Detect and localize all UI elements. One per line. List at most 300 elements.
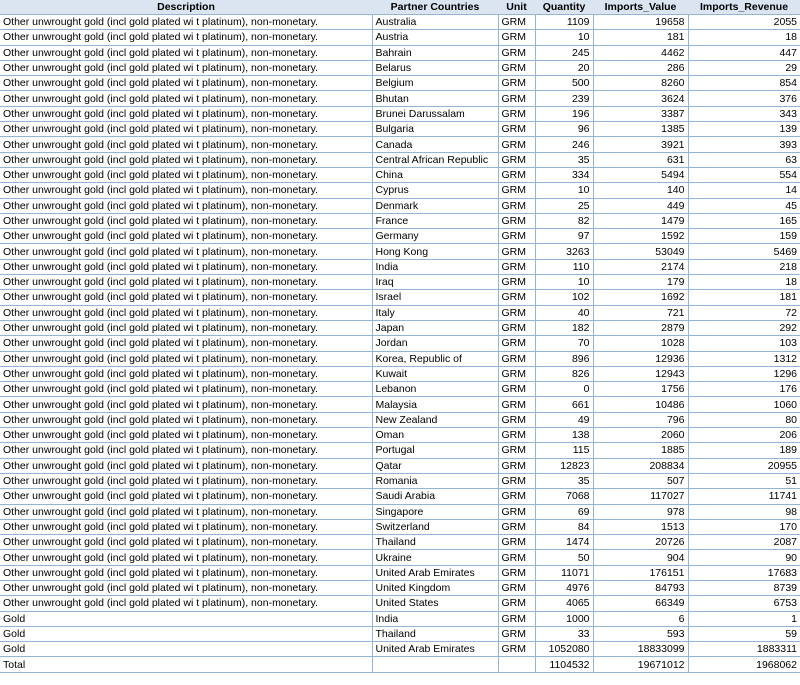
- table-row: [0, 320, 800, 335]
- table-row: [0, 76, 800, 91]
- table-row: [0, 611, 800, 626]
- table-row: [0, 229, 800, 244]
- cell-partner-country[interactable]: China: [372, 167, 498, 182]
- cell-imports-value[interactable]: 3921: [593, 137, 688, 152]
- cell-partner-country[interactable]: Portugal: [372, 443, 498, 458]
- column-header-imports-revenue[interactable]: Imports_Revenue: [688, 0, 800, 15]
- cell-imports-revenue[interactable]: 447: [688, 45, 800, 60]
- cell-imports-revenue[interactable]: 181: [688, 290, 800, 305]
- cell-imports-value[interactable]: 66349: [593, 596, 688, 611]
- cell-imports-revenue[interactable]: 189: [688, 443, 800, 458]
- table-row: [0, 259, 800, 274]
- cell-description[interactable]: Other unwrought gold (incl gold plated wi t platinum), non-monetary.: [0, 30, 372, 45]
- cell-partner-country[interactable]: Kuwait: [372, 366, 498, 381]
- cell-partner-country[interactable]: India: [372, 611, 498, 626]
- cell-quantity[interactable]: 25: [535, 198, 593, 213]
- cell-unit[interactable]: GRM: [498, 137, 535, 152]
- cell-unit[interactable]: GRM: [498, 596, 535, 611]
- cell-description[interactable]: Other unwrought gold (incl gold plated wi t platinum), non-monetary.: [0, 596, 372, 611]
- cell-imports-value[interactable]: 1885: [593, 443, 688, 458]
- cell-description[interactable]: Other unwrought gold (incl gold plated wi t platinum), non-monetary.: [0, 15, 372, 30]
- cell-partner-country[interactable]: Hong Kong: [372, 244, 498, 259]
- cell-description[interactable]: Other unwrought gold (incl gold plated wi t platinum), non-monetary.: [0, 305, 372, 320]
- cell-partner-country[interactable]: Iraq: [372, 275, 498, 290]
- cell-partner-country[interactable]: Jordan: [372, 336, 498, 351]
- cell-quantity[interactable]: 661: [535, 397, 593, 412]
- cell-partner-country[interactable]: Bulgaria: [372, 122, 498, 137]
- cell-imports-revenue[interactable]: 376: [688, 91, 800, 106]
- cell-imports-revenue[interactable]: 63: [688, 152, 800, 167]
- cell-partner-country[interactable]: Romania: [372, 473, 498, 488]
- cell-quantity[interactable]: 1000: [535, 611, 593, 626]
- cell-partner-country[interactable]: United States: [372, 596, 498, 611]
- cell-unit[interactable]: GRM: [498, 91, 535, 106]
- table-row: [0, 45, 800, 60]
- cell-imports-revenue[interactable]: 45: [688, 198, 800, 213]
- cell-description[interactable]: Other unwrought gold (incl gold plated wi t platinum), non-monetary.: [0, 565, 372, 580]
- cell-quantity[interactable]: 239: [535, 91, 593, 106]
- cell-imports-revenue[interactable]: 29: [688, 60, 800, 75]
- cell-quantity[interactable]: 334: [535, 167, 593, 182]
- cell-quantity[interactable]: 82: [535, 213, 593, 228]
- cell-partner-country[interactable]: France: [372, 213, 498, 228]
- cell-unit[interactable]: GRM: [498, 30, 535, 45]
- cell-partner-country[interactable]: Germany: [372, 229, 498, 244]
- cell-quantity[interactable]: 1109: [535, 15, 593, 30]
- cell-quantity[interactable]: 33: [535, 626, 593, 641]
- cell-description[interactable]: Other unwrought gold (incl gold plated wi t platinum), non-monetary.: [0, 428, 372, 443]
- table-row: [0, 213, 800, 228]
- cell-unit[interactable]: GRM: [498, 519, 535, 534]
- cell-unit[interactable]: GRM: [498, 565, 535, 580]
- cell-quantity[interactable]: 4976: [535, 580, 593, 595]
- cell-quantity[interactable]: 7068: [535, 489, 593, 504]
- cell-partner-country[interactable]: Central African Republic: [372, 152, 498, 167]
- cell-imports-value[interactable]: 19658: [593, 15, 688, 30]
- cell-description[interactable]: Other unwrought gold (incl gold plated wi t platinum), non-monetary.: [0, 167, 372, 182]
- table-row: [0, 122, 800, 137]
- table-row: [0, 137, 800, 152]
- cell-imports-value[interactable]: 181: [593, 30, 688, 45]
- cell-description[interactable]: Other unwrought gold (incl gold plated wi t platinum), non-monetary.: [0, 535, 372, 550]
- cell-unit[interactable]: GRM: [498, 504, 535, 519]
- cell-unit[interactable]: GRM: [498, 412, 535, 427]
- table-row: [0, 596, 800, 611]
- cell-unit[interactable]: GRM: [498, 428, 535, 443]
- cell-partner-country[interactable]: Korea, Republic of: [372, 351, 498, 366]
- cell-imports-revenue[interactable]: 139: [688, 122, 800, 137]
- cell-description[interactable]: Other unwrought gold (incl gold plated wi t platinum), non-monetary.: [0, 122, 372, 137]
- column-header-unit[interactable]: Unit: [498, 0, 535, 15]
- cell-imports-revenue[interactable]: 11741: [688, 489, 800, 504]
- cell-imports-value[interactable]: 978: [593, 504, 688, 519]
- table-row: [0, 15, 800, 30]
- cell-quantity[interactable]: 115: [535, 443, 593, 458]
- cell-imports-revenue[interactable]: 1296: [688, 366, 800, 381]
- cell-unit[interactable]: GRM: [498, 60, 535, 75]
- cell-partner-country[interactable]: Belarus: [372, 60, 498, 75]
- cell-description[interactable]: Gold: [0, 626, 372, 641]
- cell-partner-country[interactable]: Belgium: [372, 76, 498, 91]
- cell-quantity[interactable]: 138: [535, 428, 593, 443]
- cell-description[interactable]: Other unwrought gold (incl gold plated wi t platinum), non-monetary.: [0, 412, 372, 427]
- table-row: [0, 519, 800, 534]
- table-row: [0, 473, 800, 488]
- cell-imports-value[interactable]: 12936: [593, 351, 688, 366]
- cell-imports-value[interactable]: 1692: [593, 290, 688, 305]
- cell-partner-country[interactable]: Oman: [372, 428, 498, 443]
- cell-imports-revenue[interactable]: 206: [688, 428, 800, 443]
- table-row: [0, 397, 800, 412]
- cell-unit[interactable]: GRM: [498, 305, 535, 320]
- cell-partner-country[interactable]: Saudi Arabia: [372, 489, 498, 504]
- cell-partner-country[interactable]: Singapore: [372, 504, 498, 519]
- cell-imports-revenue[interactable]: 18: [688, 30, 800, 45]
- cell-partner-country[interactable]: Bhutan: [372, 91, 498, 106]
- cell-imports-value[interactable]: 1592: [593, 229, 688, 244]
- cell-description[interactable]: Other unwrought gold (incl gold plated wi t platinum), non-monetary.: [0, 351, 372, 366]
- cell-imports-revenue[interactable]: 854: [688, 76, 800, 91]
- cell-quantity[interactable]: 1052080: [535, 642, 593, 657]
- cell-imports-value[interactable]: 12943: [593, 366, 688, 381]
- cell-imports-revenue[interactable]: 103: [688, 336, 800, 351]
- cell-quantity[interactable]: 826: [535, 366, 593, 381]
- cell-imports-revenue[interactable]: 17683: [688, 565, 800, 580]
- cell-quantity[interactable]: 896: [535, 351, 593, 366]
- cell-description[interactable]: Gold: [0, 642, 372, 657]
- table-row: [0, 550, 800, 565]
- cell-description[interactable]: Other unwrought gold (incl gold plated wi t platinum), non-monetary.: [0, 519, 372, 534]
- cell-unit[interactable]: GRM: [498, 397, 535, 412]
- cell-unit[interactable]: GRM: [498, 458, 535, 473]
- cell-unit[interactable]: GRM: [498, 580, 535, 595]
- cell-description[interactable]: Other unwrought gold (incl gold plated wi t platinum), non-monetary.: [0, 336, 372, 351]
- cell-quantity[interactable]: 1474: [535, 535, 593, 550]
- table-row: [0, 504, 800, 519]
- cell-imports-revenue[interactable]: 6753: [688, 596, 800, 611]
- cell-quantity[interactable]: 49: [535, 412, 593, 427]
- header-row: [0, 0, 800, 15]
- cell-unit[interactable]: GRM: [498, 642, 535, 657]
- cell-description[interactable]: Other unwrought gold (incl gold plated wi t platinum), non-monetary.: [0, 229, 372, 244]
- cell-quantity[interactable]: 10: [535, 30, 593, 45]
- cell-description[interactable]: Other unwrought gold (incl gold plated wi t platinum), non-monetary.: [0, 397, 372, 412]
- cell-description[interactable]: Other unwrought gold (incl gold plated wi t platinum), non-monetary.: [0, 489, 372, 504]
- cell-imports-revenue[interactable]: 20955: [688, 458, 800, 473]
- cell-partner-country[interactable]: Brunei Darussalam: [372, 106, 498, 121]
- cell-partner-country[interactable]: Australia: [372, 15, 498, 30]
- cell-unit[interactable]: GRM: [498, 320, 535, 335]
- cell-imports-value[interactable]: 10486: [593, 397, 688, 412]
- cell-partner-country[interactable]: Bahrain: [372, 45, 498, 60]
- cell-imports-revenue[interactable]: 72: [688, 305, 800, 320]
- cell-description[interactable]: Total: [0, 657, 372, 672]
- cell-imports-revenue[interactable]: 218: [688, 259, 800, 274]
- cell-partner-country[interactable]: Japan: [372, 320, 498, 335]
- cell-quantity[interactable]: 246: [535, 137, 593, 152]
- cell-imports-value[interactable]: 721: [593, 305, 688, 320]
- cell-unit[interactable]: GRM: [498, 473, 535, 488]
- cell-imports-value[interactable]: 904: [593, 550, 688, 565]
- cell-description[interactable]: Other unwrought gold (incl gold plated wi t platinum), non-monetary.: [0, 382, 372, 397]
- cell-description[interactable]: Other unwrought gold (incl gold plated wi t platinum), non-monetary.: [0, 473, 372, 488]
- cell-partner-country[interactable]: India: [372, 259, 498, 274]
- cell-imports-value[interactable]: 796: [593, 412, 688, 427]
- cell-imports-revenue[interactable]: 159: [688, 229, 800, 244]
- cell-description[interactable]: Other unwrought gold (incl gold plated wi t platinum), non-monetary.: [0, 550, 372, 565]
- cell-unit[interactable]: GRM: [498, 351, 535, 366]
- cell-quantity[interactable]: 20: [535, 60, 593, 75]
- cell-partner-country[interactable]: Thailand: [372, 535, 498, 550]
- cell-description[interactable]: Other unwrought gold (incl gold plated wi t platinum), non-monetary.: [0, 290, 372, 305]
- cell-quantity[interactable]: 35: [535, 152, 593, 167]
- cell-description[interactable]: Other unwrought gold (incl gold plated wi t platinum), non-monetary.: [0, 45, 372, 60]
- cell-imports-revenue[interactable]: 1883311: [688, 642, 800, 657]
- table-row: [0, 290, 800, 305]
- cell-description[interactable]: Other unwrought gold (incl gold plated wi t platinum), non-monetary.: [0, 137, 372, 152]
- cell-quantity[interactable]: 102: [535, 290, 593, 305]
- cell-quantity[interactable]: 10: [535, 275, 593, 290]
- column-header-description[interactable]: Description: [0, 0, 372, 15]
- cell-imports-value[interactable]: 2060: [593, 428, 688, 443]
- cell-imports-value[interactable]: 4462: [593, 45, 688, 60]
- cell-description[interactable]: Other unwrought gold (incl gold plated wi t platinum), non-monetary.: [0, 580, 372, 595]
- cell-unit[interactable]: GRM: [498, 183, 535, 198]
- cell-unit[interactable]: [498, 657, 535, 672]
- cell-partner-country[interactable]: Lebanon: [372, 382, 498, 397]
- table-row: [0, 412, 800, 427]
- cell-description[interactable]: Other unwrought gold (incl gold plated wi t platinum), non-monetary.: [0, 275, 372, 290]
- cell-imports-value[interactable]: 208834: [593, 458, 688, 473]
- cell-imports-revenue[interactable]: 90: [688, 550, 800, 565]
- cell-quantity[interactable]: 1104532: [535, 657, 593, 672]
- cell-imports-value[interactable]: 53049: [593, 244, 688, 259]
- cell-partner-country[interactable]: New Zealand: [372, 412, 498, 427]
- cell-description[interactable]: Other unwrought gold (incl gold plated wi t platinum), non-monetary.: [0, 458, 372, 473]
- cell-description[interactable]: Gold: [0, 611, 372, 626]
- cell-imports-value[interactable]: 176151: [593, 565, 688, 580]
- cell-unit[interactable]: GRM: [498, 244, 535, 259]
- cell-description[interactable]: Other unwrought gold (incl gold plated wi t platinum), non-monetary.: [0, 76, 372, 91]
- cell-unit[interactable]: GRM: [498, 336, 535, 351]
- cell-quantity[interactable]: 69: [535, 504, 593, 519]
- cell-unit[interactable]: GRM: [498, 626, 535, 641]
- cell-imports-revenue[interactable]: 5469: [688, 244, 800, 259]
- cell-partner-country[interactable]: Switzerland: [372, 519, 498, 534]
- cell-description[interactable]: Other unwrought gold (incl gold plated wi t platinum), non-monetary.: [0, 198, 372, 213]
- cell-description[interactable]: Other unwrought gold (incl gold plated wi t platinum), non-monetary.: [0, 504, 372, 519]
- cell-description[interactable]: Other unwrought gold (incl gold plated wi t platinum), non-monetary.: [0, 60, 372, 75]
- cell-partner-country[interactable]: Italy: [372, 305, 498, 320]
- cell-imports-revenue[interactable]: 343: [688, 106, 800, 121]
- cell-imports-value[interactable]: 593: [593, 626, 688, 641]
- table-row: [0, 244, 800, 259]
- table-row: [0, 657, 800, 672]
- column-header-imports-value[interactable]: Imports_Value: [593, 0, 688, 15]
- table-row: [0, 198, 800, 213]
- cell-unit[interactable]: GRM: [498, 15, 535, 30]
- table-row: [0, 580, 800, 595]
- cell-unit[interactable]: GRM: [498, 152, 535, 167]
- cell-imports-revenue[interactable]: 80: [688, 412, 800, 427]
- cell-imports-revenue[interactable]: 170: [688, 519, 800, 534]
- cell-partner-country[interactable]: Denmark: [372, 198, 498, 213]
- cell-imports-value[interactable]: 1513: [593, 519, 688, 534]
- cell-quantity[interactable]: 245: [535, 45, 593, 60]
- cell-imports-value[interactable]: 19671012: [593, 657, 688, 672]
- cell-unit[interactable]: GRM: [498, 106, 535, 121]
- cell-quantity[interactable]: 500: [535, 76, 593, 91]
- cell-quantity[interactable]: 10: [535, 183, 593, 198]
- cell-imports-revenue[interactable]: 1968062: [688, 657, 800, 672]
- column-header-quantity[interactable]: Quantity: [535, 0, 593, 15]
- cell-imports-value[interactable]: 84793: [593, 580, 688, 595]
- cell-imports-value[interactable]: 1385: [593, 122, 688, 137]
- cell-description[interactable]: Other unwrought gold (incl gold plated wi t platinum), non-monetary.: [0, 152, 372, 167]
- cell-imports-revenue[interactable]: 165: [688, 213, 800, 228]
- cell-imports-value[interactable]: 2879: [593, 320, 688, 335]
- cell-quantity[interactable]: 50: [535, 550, 593, 565]
- cell-imports-value[interactable]: 3387: [593, 106, 688, 121]
- cell-unit[interactable]: GRM: [498, 382, 535, 397]
- table-row: [0, 382, 800, 397]
- cell-partner-country[interactable]: United Kingdom: [372, 580, 498, 595]
- cell-unit[interactable]: GRM: [498, 229, 535, 244]
- cell-description[interactable]: Other unwrought gold (incl gold plated wi t platinum), non-monetary.: [0, 320, 372, 335]
- cell-imports-value[interactable]: 2174: [593, 259, 688, 274]
- cell-imports-revenue[interactable]: 176: [688, 382, 800, 397]
- cell-partner-country[interactable]: Qatar: [372, 458, 498, 473]
- cell-partner-country[interactable]: Ukraine: [372, 550, 498, 565]
- cell-quantity[interactable]: 84: [535, 519, 593, 534]
- cell-quantity[interactable]: 70: [535, 336, 593, 351]
- table-row: [0, 275, 800, 290]
- cell-unit[interactable]: GRM: [498, 45, 535, 60]
- cell-description[interactable]: Other unwrought gold (incl gold plated wi t platinum), non-monetary.: [0, 443, 372, 458]
- cell-quantity[interactable]: 182: [535, 320, 593, 335]
- cell-unit[interactable]: GRM: [498, 366, 535, 381]
- cell-description[interactable]: Other unwrought gold (incl gold plated wi t platinum), non-monetary.: [0, 106, 372, 121]
- cell-imports-value[interactable]: 1028: [593, 336, 688, 351]
- cell-unit[interactable]: GRM: [498, 167, 535, 182]
- cell-unit[interactable]: GRM: [498, 535, 535, 550]
- cell-unit[interactable]: GRM: [498, 122, 535, 137]
- cell-imports-revenue[interactable]: 98: [688, 504, 800, 519]
- cell-unit[interactable]: GRM: [498, 275, 535, 290]
- cell-imports-value[interactable]: 140: [593, 183, 688, 198]
- table-row: [0, 443, 800, 458]
- table-row: [0, 351, 800, 366]
- cell-quantity[interactable]: 12823: [535, 458, 593, 473]
- cell-description[interactable]: Other unwrought gold (incl gold plated wi t platinum), non-monetary.: [0, 183, 372, 198]
- cell-imports-revenue[interactable]: 51: [688, 473, 800, 488]
- cell-imports-revenue[interactable]: 393: [688, 137, 800, 152]
- table-row: [0, 30, 800, 45]
- cell-unit[interactable]: GRM: [498, 489, 535, 504]
- table-row: [0, 565, 800, 580]
- cell-quantity[interactable]: 3263: [535, 244, 593, 259]
- cell-imports-revenue[interactable]: 2087: [688, 535, 800, 550]
- cell-imports-revenue[interactable]: 14: [688, 183, 800, 198]
- cell-imports-value[interactable]: 18833099: [593, 642, 688, 657]
- table-row: [0, 626, 800, 641]
- cell-partner-country[interactable]: Malaysia: [372, 397, 498, 412]
- cell-partner-country[interactable]: Austria: [372, 30, 498, 45]
- cell-description[interactable]: Other unwrought gold (incl gold plated wi t platinum), non-monetary.: [0, 244, 372, 259]
- cell-unit[interactable]: GRM: [498, 213, 535, 228]
- cell-imports-value[interactable]: 1756: [593, 382, 688, 397]
- cell-unit[interactable]: GRM: [498, 290, 535, 305]
- cell-imports-value[interactable]: 507: [593, 473, 688, 488]
- table-row: [0, 305, 800, 320]
- column-header-partner-countries[interactable]: Partner Countries: [372, 0, 498, 15]
- cell-imports-revenue[interactable]: 2055: [688, 15, 800, 30]
- cell-unit[interactable]: GRM: [498, 550, 535, 565]
- cell-imports-revenue[interactable]: 1: [688, 611, 800, 626]
- cell-partner-country[interactable]: Thailand: [372, 626, 498, 641]
- cell-description[interactable]: Other unwrought gold (incl gold plated wi t platinum), non-monetary.: [0, 213, 372, 228]
- cell-quantity[interactable]: 97: [535, 229, 593, 244]
- cell-imports-value[interactable]: 20726: [593, 535, 688, 550]
- cell-imports-value[interactable]: 179: [593, 275, 688, 290]
- cell-quantity[interactable]: 196: [535, 106, 593, 121]
- table-row: [0, 642, 800, 657]
- cell-partner-country[interactable]: United Arab Emirates: [372, 565, 498, 580]
- cell-partner-country[interactable]: United Arab Emirates: [372, 642, 498, 657]
- cell-quantity[interactable]: 35: [535, 473, 593, 488]
- cell-imports-value[interactable]: 6: [593, 611, 688, 626]
- cell-quantity[interactable]: 11071: [535, 565, 593, 580]
- cell-imports-revenue[interactable]: 18: [688, 275, 800, 290]
- cell-partner-country[interactable]: Israel: [372, 290, 498, 305]
- cell-imports-revenue[interactable]: 8739: [688, 580, 800, 595]
- cell-quantity[interactable]: 0: [535, 382, 593, 397]
- cell-imports-revenue[interactable]: 1312: [688, 351, 800, 366]
- cell-description[interactable]: Other unwrought gold (incl gold plated wi t platinum), non-monetary.: [0, 91, 372, 106]
- cell-imports-revenue[interactable]: 1060: [688, 397, 800, 412]
- cell-imports-value[interactable]: 5494: [593, 167, 688, 182]
- cell-unit[interactable]: GRM: [498, 259, 535, 274]
- cell-unit[interactable]: GRM: [498, 198, 535, 213]
- cell-quantity[interactable]: 110: [535, 259, 593, 274]
- cell-imports-value[interactable]: 8260: [593, 76, 688, 91]
- cell-partner-country[interactable]: [372, 657, 498, 672]
- table-row: [0, 183, 800, 198]
- cell-partner-country[interactable]: Cyprus: [372, 183, 498, 198]
- cell-imports-value[interactable]: 631: [593, 152, 688, 167]
- cell-imports-value[interactable]: 286: [593, 60, 688, 75]
- cell-partner-country[interactable]: Canada: [372, 137, 498, 152]
- cell-unit[interactable]: GRM: [498, 443, 535, 458]
- cell-unit[interactable]: GRM: [498, 76, 535, 91]
- table-row: [0, 489, 800, 504]
- cell-imports-value[interactable]: 3624: [593, 91, 688, 106]
- cell-quantity[interactable]: 40: [535, 305, 593, 320]
- cell-imports-revenue[interactable]: 59: [688, 626, 800, 641]
- cell-description[interactable]: Other unwrought gold (incl gold plated wi t platinum), non-monetary.: [0, 259, 372, 274]
- cell-imports-revenue[interactable]: 292: [688, 320, 800, 335]
- table-row: [0, 91, 800, 106]
- cell-imports-revenue[interactable]: 554: [688, 167, 800, 182]
- cell-imports-value[interactable]: 1479: [593, 213, 688, 228]
- cell-description[interactable]: Other unwrought gold (incl gold plated wi t platinum), non-monetary.: [0, 366, 372, 381]
- cell-quantity[interactable]: 4065: [535, 596, 593, 611]
- table-row: [0, 366, 800, 381]
- cell-imports-value[interactable]: 117027: [593, 489, 688, 504]
- cell-quantity[interactable]: 96: [535, 122, 593, 137]
- cell-imports-value[interactable]: 449: [593, 198, 688, 213]
- cell-unit[interactable]: GRM: [498, 611, 535, 626]
